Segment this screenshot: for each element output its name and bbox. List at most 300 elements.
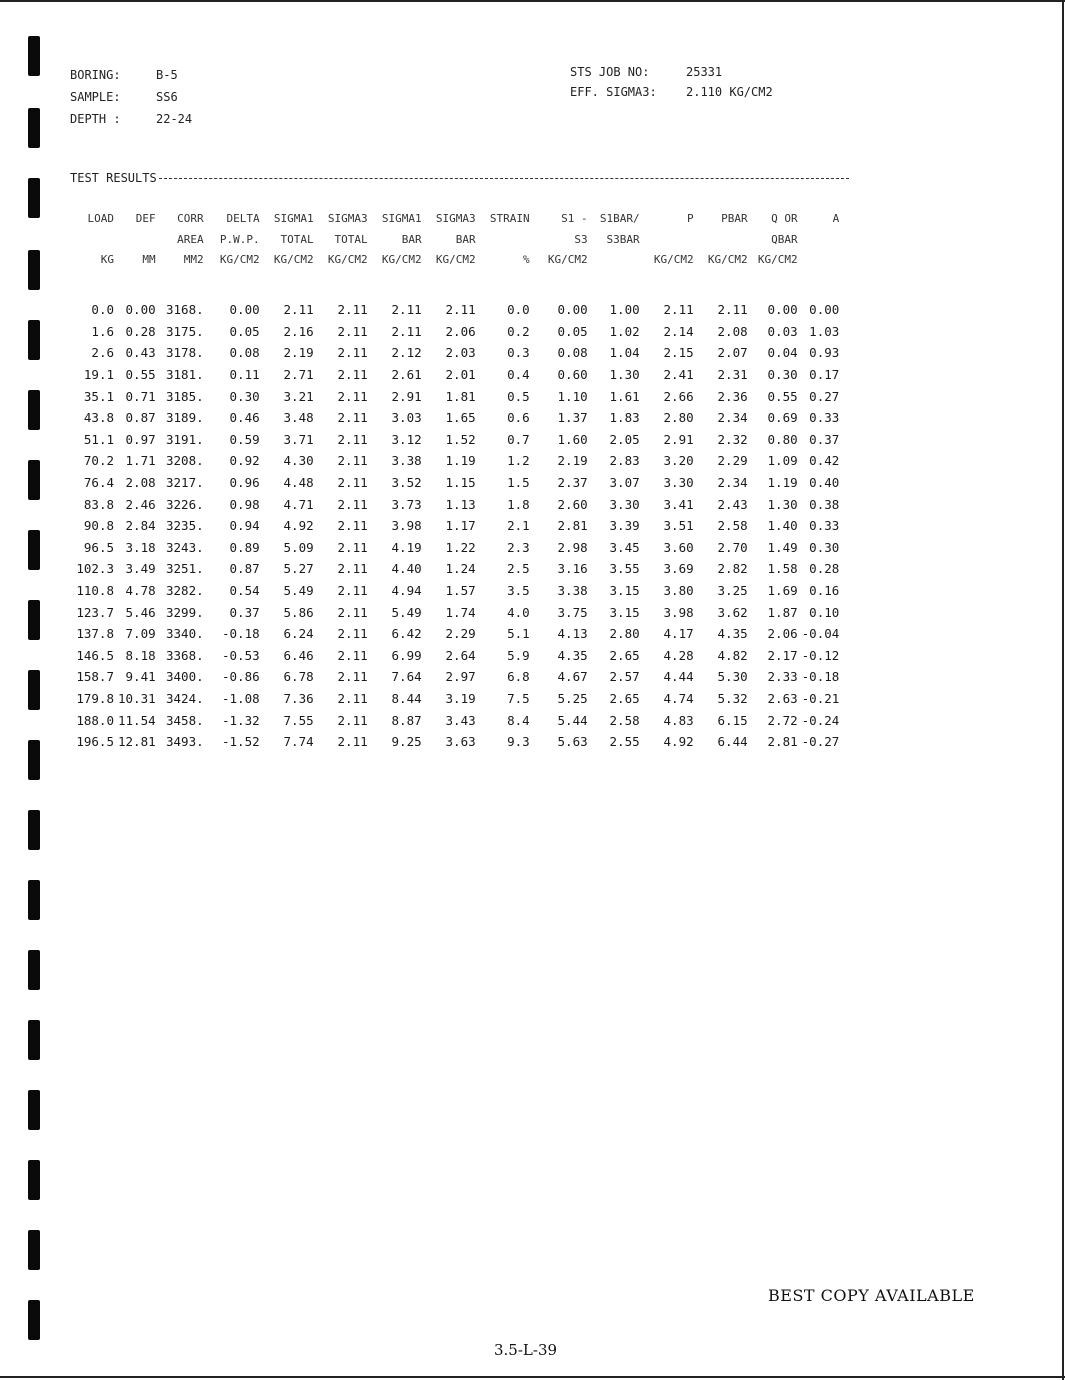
table-cell: 1.69: [767, 583, 798, 599]
table-cell: 3299.: [166, 604, 204, 620]
table-cell: 2.84: [125, 518, 156, 534]
binder-hole: [28, 1300, 40, 1340]
table-cell: 3.48: [283, 410, 314, 426]
table-row: [68, 342, 841, 364]
table-cell: 0.00: [809, 302, 840, 318]
table-cell: 3235.: [166, 518, 204, 534]
table-cell: 0.38: [809, 496, 840, 512]
table-cell: 0.46: [229, 410, 260, 426]
table-cell: 2.11: [337, 475, 368, 491]
table-cell: 2.97: [445, 669, 476, 685]
binder-hole: [28, 320, 40, 360]
column-header: [116, 229, 158, 250]
table-cell: 2.07: [717, 345, 748, 361]
table-cell: 6.24: [283, 626, 314, 642]
table-cell: 0.87: [229, 561, 260, 577]
table-cell: 102.3: [76, 561, 114, 577]
table-cell: 4.78: [125, 583, 156, 599]
table-cell: 1.22: [445, 539, 476, 555]
table-cell: 2.58: [717, 518, 748, 534]
table-cell: 3175.: [166, 323, 204, 339]
job-value: 25331: [686, 65, 723, 79]
table-cell: 2.03: [445, 345, 476, 361]
table-cell: 10.31: [118, 690, 156, 706]
column-header: BAR: [455, 233, 476, 246]
table-cell: 3.49: [125, 561, 156, 577]
table-cell: -0.12: [801, 647, 840, 663]
table-cell: 5.44: [557, 712, 588, 728]
table-cell: 5.9: [507, 647, 530, 663]
table-cell: 2.17: [767, 647, 798, 663]
binder-hole: [28, 178, 40, 218]
table-cell: 3178.: [166, 345, 204, 361]
table-cell: 0.80: [767, 431, 798, 447]
column-header: BAR: [401, 233, 422, 246]
table-cell: 6.8: [507, 669, 530, 685]
binder-hole: [28, 600, 40, 640]
sigma3-value: 2.110 KG/CM2: [686, 85, 773, 99]
table-cell: 76.4: [83, 475, 114, 491]
table-cell: 1.40: [767, 518, 798, 534]
table-cell: 1.52: [445, 431, 476, 447]
table-cell: 3.18: [125, 539, 156, 555]
table-cell: 0.27: [809, 388, 840, 404]
table-cell: 3.15: [609, 604, 640, 620]
table-cell: 2.91: [663, 431, 694, 447]
table-cell: 1.30: [767, 496, 798, 512]
table-cell: 2.16: [283, 323, 314, 339]
table-row: [68, 537, 841, 559]
table-cell: 3.62: [717, 604, 748, 620]
table-cell: -0.53: [222, 647, 260, 663]
column-header: MM2: [183, 253, 204, 266]
table-cell: 0.3: [507, 345, 530, 361]
header-sample-info: [70, 64, 192, 130]
table-cell: 3.41: [663, 496, 694, 512]
column-header: Q OR: [771, 212, 798, 225]
table-cell: 2.12: [391, 345, 422, 361]
table-cell: 0.93: [809, 345, 840, 361]
table-cell: 2.65: [609, 690, 640, 706]
table-cell: -0.04: [801, 626, 840, 642]
column-header: KG/CM2: [757, 253, 798, 266]
column-header: SIGMA3: [435, 212, 476, 225]
sigma3-label: EFF. SIGMA3:: [570, 85, 657, 99]
table-row: [68, 385, 841, 407]
table-cell: 0.89: [229, 539, 260, 555]
sigma3-line: [570, 82, 773, 102]
table-cell: 0.7: [507, 431, 530, 447]
table-cell: 2.31: [717, 367, 748, 383]
table-cell: 4.35: [717, 626, 748, 642]
table-cell: -0.18: [222, 626, 260, 642]
depth-line: [70, 108, 192, 130]
table-cell: 2.83: [609, 453, 640, 469]
table-cell: 2.34: [717, 410, 748, 426]
table-cell: 2.91: [391, 388, 422, 404]
table-cell: 4.74: [663, 690, 694, 706]
table-cell: 2.11: [337, 345, 368, 361]
column-header: PBAR: [721, 212, 748, 225]
table-cell: 5.49: [283, 583, 314, 599]
table-cell: 0.33: [809, 410, 840, 426]
column-header: DEF: [135, 212, 156, 225]
table-cell: 2.11: [337, 453, 368, 469]
table-cell: 2.63: [767, 690, 798, 706]
table-cell: 1.60: [557, 431, 588, 447]
table-cell: 0.17: [809, 367, 840, 383]
table-cell: 3.16: [557, 561, 588, 577]
table-cell: 2.01: [445, 367, 476, 383]
column-header: A: [832, 212, 840, 225]
table-cell: 3.25: [717, 583, 748, 599]
sample-line: [70, 86, 192, 108]
table-cell: -0.21: [801, 690, 840, 706]
column-header: KG/CM2: [219, 253, 260, 266]
table-row: [68, 515, 841, 537]
table-cell: 2.19: [283, 345, 314, 361]
column-header: SIGMA1: [381, 212, 422, 225]
table-cell: 4.40: [391, 561, 422, 577]
table-cell: 1.03: [809, 323, 840, 339]
table-cell: 3.71: [283, 431, 314, 447]
table-cell: 2.58: [609, 712, 640, 728]
table-cell: 1.15: [445, 475, 476, 491]
column-header: TOTAL: [280, 233, 314, 246]
table-cell: 3.20: [663, 453, 694, 469]
table-cell: 3191.: [166, 431, 204, 447]
table-cell: 3208.: [166, 453, 204, 469]
table-cell: 0.43: [125, 345, 156, 361]
table-cell: 6.42: [391, 626, 422, 642]
table-cell: 0.00: [125, 302, 156, 318]
table-cell: 0.6: [507, 410, 530, 426]
table-cell: 1.30: [609, 367, 640, 383]
table-cell: 35.1: [83, 388, 114, 404]
table-body: [68, 299, 841, 752]
table-cell: 2.11: [337, 690, 368, 706]
table-cell: 4.35: [557, 647, 588, 663]
table-cell: 2.11: [337, 302, 368, 318]
column-header: KG/CM2: [435, 253, 476, 266]
table-cell: 0.4: [507, 367, 530, 383]
table-cell: 2.65: [609, 647, 640, 663]
table-cell: 2.11: [337, 604, 368, 620]
column-header: [800, 229, 842, 250]
table-cell: 2.11: [337, 712, 368, 728]
table-cell: 2.81: [767, 734, 798, 750]
depth-value: 22-24: [156, 112, 193, 126]
table-cell: 3.21: [283, 388, 314, 404]
table-cell: 0.0: [507, 302, 530, 318]
table-cell: 2.80: [609, 626, 640, 642]
table-cell: 90.8: [83, 518, 114, 534]
table-cell: 4.0: [507, 604, 530, 620]
table-row: [68, 623, 841, 645]
table-cell: 3226.: [166, 496, 204, 512]
table-row: [68, 731, 841, 753]
column-header: P: [687, 212, 694, 225]
table-cell: 0.10: [809, 604, 840, 620]
table-row: [68, 321, 841, 343]
table-cell: 2.06: [767, 626, 798, 642]
table-cell: 188.0: [76, 712, 114, 728]
table-cell: 4.67: [557, 669, 588, 685]
table-cell: 51.1: [83, 431, 114, 447]
table-cell: 0.55: [125, 367, 156, 383]
table-cell: 0.60: [557, 367, 588, 383]
table-cell: 2.57: [609, 669, 640, 685]
table-cell: 1.57: [445, 583, 476, 599]
table-cell: 3.5: [507, 583, 530, 599]
table-cell: 2.11: [337, 323, 368, 339]
table-cell: 1.5: [507, 475, 530, 491]
table-cell: 2.1: [507, 518, 530, 534]
table-cell: 3.60: [663, 539, 694, 555]
table-cell: 6.15: [717, 712, 748, 728]
table-cell: 2.71: [283, 367, 314, 383]
table-cell: 2.81: [557, 518, 588, 534]
table-cell: 2.06: [445, 323, 476, 339]
table-cell: 8.18: [125, 647, 156, 663]
column-header: KG/CM2: [707, 253, 748, 266]
table-cell: 4.17: [663, 626, 694, 642]
table-cell: 1.00: [609, 302, 640, 318]
column-header: STRAIN: [489, 212, 530, 225]
table-cell: 3.30: [609, 496, 640, 512]
table-cell: 3189.: [166, 410, 204, 426]
table-cell: 1.04: [609, 345, 640, 361]
table-cell: 0.28: [125, 323, 156, 339]
table-cell: 7.5: [507, 690, 530, 706]
dashed-rule: [159, 178, 849, 179]
table-cell: 2.5: [507, 561, 530, 577]
table-cell: 2.11: [717, 302, 748, 318]
table-row: [68, 601, 841, 623]
table-cell: 2.37: [557, 475, 588, 491]
table-cell: 0.5: [507, 388, 530, 404]
table-header: [68, 208, 841, 299]
table-cell: 2.64: [445, 647, 476, 663]
table-cell: 3.45: [609, 539, 640, 555]
binder-hole: [28, 950, 40, 990]
table-cell: 1.37: [557, 410, 588, 426]
table-cell: 9.41: [125, 669, 156, 685]
table-cell: 1.65: [445, 410, 476, 426]
column-header: [800, 250, 842, 279]
table-cell: 3.19: [445, 690, 476, 706]
table-cell: 3.52: [391, 475, 422, 491]
table-cell: 2.11: [337, 647, 368, 663]
table-cell: 0.08: [229, 345, 260, 361]
column-header: KG/CM2: [327, 253, 368, 266]
table-cell: 0.03: [767, 323, 798, 339]
table-cell: 1.8: [507, 496, 530, 512]
table-cell: 4.28: [663, 647, 694, 663]
table-cell: 0.04: [767, 345, 798, 361]
table-cell: 0.69: [767, 410, 798, 426]
column-header: S3: [574, 233, 588, 246]
table-cell: 0.33: [809, 518, 840, 534]
table-cell: 3282.: [166, 583, 204, 599]
table-cell: 2.29: [445, 626, 476, 642]
table-row: [68, 558, 841, 580]
table-cell: 8.44: [391, 690, 422, 706]
binder-holes: [28, 0, 42, 1380]
table-cell: 110.8: [76, 583, 114, 599]
table-cell: 2.32: [717, 431, 748, 447]
table-cell: 2.11: [445, 302, 476, 318]
table-cell: 4.48: [283, 475, 314, 491]
table-row: [68, 666, 841, 688]
table-cell: 3.80: [663, 583, 694, 599]
binder-hole: [28, 108, 40, 148]
column-header: KG/CM2: [381, 253, 422, 266]
table-cell: 2.11: [337, 496, 368, 512]
table-cell: 1.09: [767, 453, 798, 469]
table-cell: 7.09: [125, 626, 156, 642]
column-header: AREA: [177, 233, 204, 246]
column-header: [642, 229, 696, 250]
table-cell: 1.49: [767, 539, 798, 555]
table-cell: 7.36: [283, 690, 314, 706]
table-cell: 7.55: [283, 712, 314, 728]
test-results-heading: [70, 171, 849, 185]
table-cell: 3.55: [609, 561, 640, 577]
column-header: MM: [142, 253, 156, 266]
table-cell: 70.2: [83, 453, 114, 469]
page-border-right: [1062, 0, 1064, 1380]
table-cell: 2.60: [557, 496, 588, 512]
table-cell: 4.30: [283, 453, 314, 469]
page-border-bottom: [0, 1376, 1065, 1378]
table-cell: 6.44: [717, 734, 748, 750]
table-cell: 1.71: [125, 453, 156, 469]
table-cell: -0.86: [222, 669, 260, 685]
table-cell: 0.11: [229, 367, 260, 383]
table-cell: 0.16: [809, 583, 840, 599]
table-cell: 2.41: [663, 367, 694, 383]
table-cell: 8.87: [391, 712, 422, 728]
column-header: KG/CM2: [547, 253, 588, 266]
table-cell: 3.98: [391, 518, 422, 534]
table-cell: 1.61: [609, 388, 640, 404]
table-cell: 2.11: [337, 431, 368, 447]
table-cell: 3424.: [166, 690, 204, 706]
table-row: [68, 429, 841, 451]
table-cell: 2.61: [391, 367, 422, 383]
table-cell: 1.87: [767, 604, 798, 620]
boring-value: B-5: [156, 68, 178, 82]
job-label: STS JOB NO:: [570, 65, 650, 79]
table-cell: 6.46: [283, 647, 314, 663]
table-cell: 137.8: [76, 626, 114, 642]
table-cell: 0.98: [229, 496, 260, 512]
table-cell: 4.92: [283, 518, 314, 534]
table-cell: 9.3: [507, 734, 530, 750]
table-cell: 0.05: [557, 323, 588, 339]
table-cell: 2.14: [663, 323, 694, 339]
table-cell: 2.11: [391, 302, 422, 318]
binder-hole: [28, 530, 40, 570]
table-cell: -1.52: [222, 734, 260, 750]
table-cell: 1.19: [767, 475, 798, 491]
table-cell: 0.87: [125, 410, 156, 426]
table-cell: 0.0: [91, 302, 114, 318]
table-cell: 1.17: [445, 518, 476, 534]
table-cell: 0.2: [507, 323, 530, 339]
table-cell: 1.02: [609, 323, 640, 339]
boring-line: [70, 64, 192, 86]
column-header: [590, 250, 642, 279]
table-cell: 5.1: [507, 626, 530, 642]
table-cell: 0.00: [229, 302, 260, 318]
column-header: QBAR: [771, 233, 798, 246]
binder-hole: [28, 250, 40, 290]
header-job-info: [570, 62, 773, 102]
table-cell: 4.83: [663, 712, 694, 728]
table-cell: 2.55: [609, 734, 640, 750]
table-cell: 4.94: [391, 583, 422, 599]
table-cell: 2.82: [717, 561, 748, 577]
table-cell: 123.7: [76, 604, 114, 620]
table-cell: 0.42: [809, 453, 840, 469]
table-cell: 2.11: [337, 734, 368, 750]
table-cell: 1.74: [445, 604, 476, 620]
table-cell: 5.46: [125, 604, 156, 620]
table-cell: 3.38: [557, 583, 588, 599]
table-cell: 5.32: [717, 690, 748, 706]
table-cell: 2.08: [717, 323, 748, 339]
table-cell: 4.71: [283, 496, 314, 512]
column-header: %: [523, 253, 530, 266]
table-cell: 2.11: [391, 323, 422, 339]
table-cell: 3181.: [166, 367, 204, 383]
table-cell: 0.08: [557, 345, 588, 361]
table-cell: -1.32: [222, 712, 260, 728]
binder-hole: [28, 36, 40, 76]
column-header: SIGMA3: [327, 212, 368, 225]
table-cell: 2.11: [337, 410, 368, 426]
table-cell: 2.43: [717, 496, 748, 512]
table-row: [68, 709, 841, 731]
table-cell: 2.70: [717, 539, 748, 555]
table-cell: 3243.: [166, 539, 204, 555]
page-number: 3.5-L-39: [494, 1341, 558, 1359]
column-header: SIGMA1: [273, 212, 314, 225]
table-cell: 0.37: [229, 604, 260, 620]
table-cell: 2.11: [663, 302, 694, 318]
column-header: [68, 229, 116, 250]
table-cell: 0.59: [229, 431, 260, 447]
table-cell: 0.30: [767, 367, 798, 383]
column-header: P.W.P.: [219, 233, 260, 246]
column-header: S1 -: [561, 212, 588, 225]
table-row: [68, 493, 841, 515]
table-cell: 1.83: [609, 410, 640, 426]
column-header: KG/CM2: [273, 253, 314, 266]
table-cell: 96.5: [83, 539, 114, 555]
table-cell: 3.12: [391, 431, 422, 447]
table-cell: 7.64: [391, 669, 422, 685]
table-cell: 2.11: [283, 302, 314, 318]
table-cell: 43.8: [83, 410, 114, 426]
binder-hole: [28, 1230, 40, 1270]
table-cell: 0.54: [229, 583, 260, 599]
table-cell: 3493.: [166, 734, 204, 750]
table-cell: 0.40: [809, 475, 840, 491]
table-cell: 1.2: [507, 453, 530, 469]
